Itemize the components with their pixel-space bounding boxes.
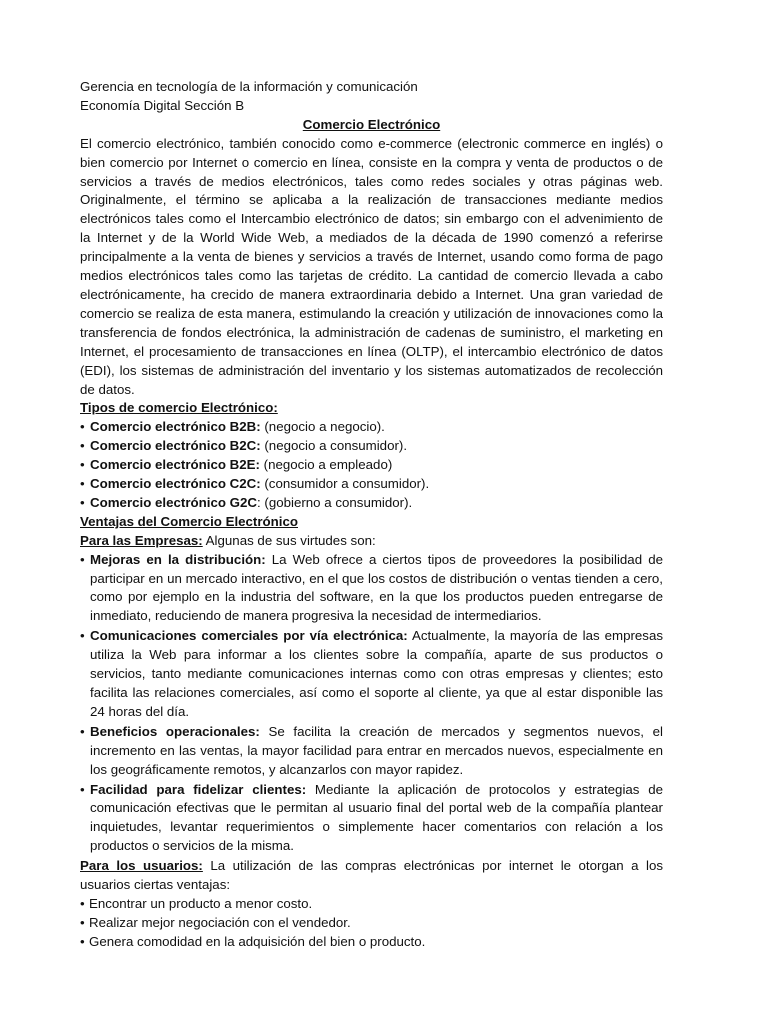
- list-item: • Comunicaciones comerciales por vía electrónica: Actualmente, la mayoría de las empresas utiliza la Web para informar a los clientes sobre la compañía, aparte de sus productos o servicios, tanto mediante comunicaciones internas como con otras empresas y clientes; esto facilita las relaciones comerciales, así como el soporte al cliente, ya que al estar disponible las 24 horas del día.: [80, 627, 663, 722]
- ventajas-heading: Ventajas del Comercio Electrónico: [80, 513, 298, 529]
- tipos-list: [80, 418, 663, 513]
- tipos-heading: Tipos de comercio Electrónico:: [80, 400, 278, 416]
- list-item: • Comercio electrónico C2C: (consumidor a consumidor).: [80, 475, 663, 494]
- list-item: • Genera comodidad en la adquisición del bien o producto.: [80, 933, 663, 952]
- empresas-list: [80, 551, 663, 857]
- header-line-2: Economía Digital Sección B: [80, 97, 245, 113]
- list-item: • Beneficios operacionales: Se facilita la creación de mercados y segmentos nuevos, el incremento en las ventas, la mayor facilidad para entrar en mercados nuevos, especialmente en los geográficamente remotos, y alcanzarlos con mayor rapidez.: [80, 723, 663, 780]
- intro-paragraph: El comercio electrónico, también conocido como e-commerce (electronic commerce en inglés) o bien comercio por Internet o comercio en línea, consiste en la compra y venta de productos o de servicios a través de medios electrónicos, tales como redes sociales y otras páginas web. Originalmente, el término se aplicaba a la realización de transacciones mediante medios electrónicos tales como el Intercambio electrónico de datos; sin embargo con el advenimiento de la Internet y de la World Wide Web, a mediados de la década de 1990 comenzó a referirse principalmente a la venta de bienes y servicios a través de Internet, usando como forma de pago medios electrónicos tales como las tarjetas de crédito. La cantidad de comercio llevada a cabo electrónicamente, ha crecido de manera extraordinaria debido a Internet. Una gran variedad de comercio se realiza de esta manera, estimulando la creación y utilización de innovaciones como la transferencia de fondos electrónica, la administración de cadenas de suministro, el marketing en Internet, el procesamiento de transacciones en línea (OLTP), el intercambio electrónico de datos (EDI), los sistemas de administración del inventario y los sistemas automatizados de recolección de datos.: [80, 135, 663, 397]
- empresas-intro: Para las Empresas: Algunas de sus virtudes son:: [80, 532, 376, 548]
- list-item: • Comercio electrónico B2B: (negocio a negocio).: [80, 418, 663, 437]
- document-page: [80, 78, 663, 952]
- usuarios-intro: Para los usuarios: La utilización de las compras electrónicas por internet le otorgan a los usuarios ciertas ventajas:: [80, 858, 663, 893]
- header-line-1: Gerencia en tecnología de la información y comunicación: [80, 79, 418, 94]
- document-title: Comercio Electrónico: [302, 116, 441, 132]
- list-item: • Facilidad para fidelizar clientes: Mediante la aplicación de protocolos y estrategias de comunicación efectivas que le permitan al usuario final del portal web de la compañía plantear inquietudes, levantar requerimientos o simplemente hacer comentarios con relación a los productos o servicios de la misma.: [80, 781, 663, 857]
- list-item: • Realizar mejor negociación con el vendedor.: [80, 914, 663, 933]
- list-item: • Comercio electrónico G2C: (gobierno a consumidor).: [80, 494, 663, 513]
- list-item: • Mejoras en la distribución: La Web ofrece a ciertos tipos de proveedores la posibilidad de participar en un mercado interactivo, en el que los costos de distribución o ventas tienden a cero, como por ejemplo en la industria del software, en la que los productos pueden entregarse de inmediato, reduciendo de manera progresiva la necesidad de intermediarios.: [80, 551, 663, 627]
- usuarios-list: [80, 895, 663, 952]
- list-item: • Encontrar un producto a menor costo.: [80, 895, 663, 914]
- list-item: • Comercio electrónico B2E: (negocio a empleado): [80, 456, 663, 475]
- list-item: • Comercio electrónico B2C: (negocio a consumidor).: [80, 437, 663, 456]
